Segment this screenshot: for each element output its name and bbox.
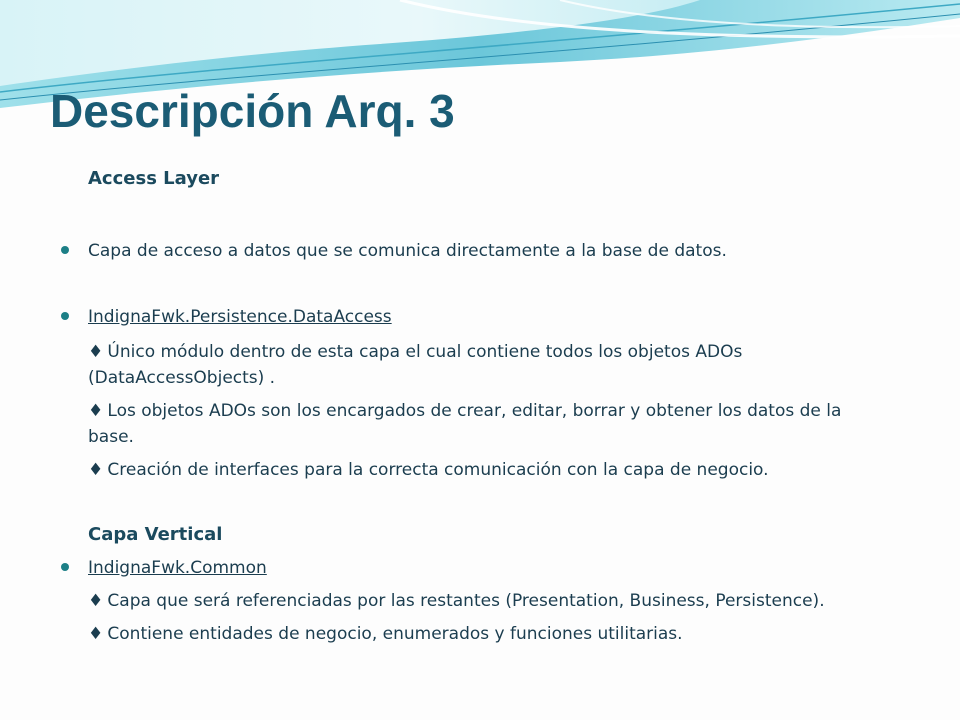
- sub-bullet-text: Único módulo dentro de esta capa el cual contiene todos los objetos ADOs: [107, 342, 743, 362]
- section-heading-access-layer: Access Layer: [88, 168, 220, 189]
- sub-bullet-objetos-ados: [88, 398, 841, 424]
- sub-bullet-text: Creación de interfaces para la correcta comunicación con la capa de negocio.: [107, 460, 769, 480]
- link-indignafwk-common[interactable]: IndignaFwk.Common: [88, 558, 267, 578]
- sub-bullet-capa-referenciadas: [88, 588, 825, 614]
- diamond-bullet-icon: ♦: [88, 460, 104, 480]
- diamond-bullet-icon: ♦: [88, 401, 104, 421]
- sub-bullet-unico-modulo: [88, 339, 742, 365]
- bullet-text-capa-acceso: Capa de acceso a datos que se comunica directamente a la base de datos.: [88, 241, 727, 261]
- bullet-dot: [61, 563, 69, 571]
- bullet-dot: [61, 246, 69, 254]
- diamond-bullet-icon: ♦: [88, 591, 104, 611]
- sub-bullet-text: Contiene entidades de negocio, enumerados y funciones utilitarias.: [107, 624, 683, 644]
- sub-bullet-creacion-interfaces: [88, 457, 769, 483]
- bullet-dot: [61, 312, 69, 320]
- sub-bullet-continuation: base.: [88, 427, 134, 447]
- section-heading-capa-vertical: Capa Vertical: [88, 524, 223, 545]
- diamond-bullet-icon: ♦: [88, 624, 104, 644]
- sub-bullet-text: Capa que será referenciadas por las restantes (Presentation, Business, Persistence).: [107, 591, 825, 611]
- sub-bullet-contiene-entidades: [88, 621, 683, 647]
- sub-bullet-text: Los objetos ADOs son los encargados de crear, editar, borrar y obtener los datos de la: [107, 401, 842, 421]
- sub-bullet-continuation: (DataAccessObjects) .: [88, 368, 276, 388]
- slide-title: Descripción Arq. 3: [50, 85, 455, 137]
- diamond-bullet-icon: ♦: [88, 342, 104, 362]
- link-persistence-dataaccess[interactable]: IndignaFwk.Persistence.DataAccess: [88, 307, 392, 327]
